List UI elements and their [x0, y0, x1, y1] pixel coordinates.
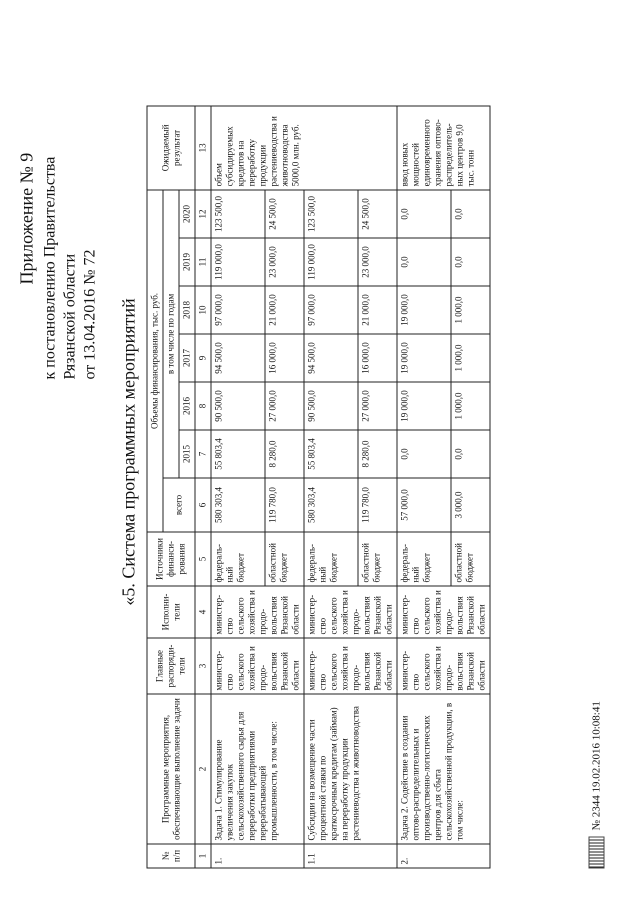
row-year-value: 0,0 [451, 238, 490, 286]
row-year-value: 16 000,0 [358, 334, 397, 382]
row-year-value: 55 803,4 [211, 430, 265, 478]
row-year-value: 24 500,0 [265, 190, 304, 238]
row-year-value: 21 000,0 [358, 286, 397, 334]
index-cell: 12 [195, 190, 211, 238]
row-executor: министер-ство сельского хозяйства и продо-вольствия Рязанской области [211, 586, 304, 638]
row-total: 57 000,0 [397, 478, 451, 532]
header-num: № п/п [147, 844, 195, 868]
row-source: федераль-ный бюджет [397, 532, 451, 586]
header-year: 2019 [179, 238, 195, 286]
header-managers: Главные распоряди-тели [147, 638, 195, 694]
index-cell: 4 [195, 586, 211, 638]
row-year-value: 94 500,0 [211, 334, 265, 382]
row-year-value: 23 000,0 [265, 238, 304, 286]
row-year-value: 123 500,0 [304, 190, 358, 238]
row-year-value: 0,0 [451, 190, 490, 238]
column-index-row [195, 106, 211, 868]
row-year-value: 119 000,0 [304, 238, 358, 286]
header-sources: Источники финанси-рования [147, 532, 195, 586]
row-year-value: 8 280,0 [265, 430, 304, 478]
row-manager: министер-ство сельского хозяйства и продо-вольствия Рязанской области [397, 638, 490, 694]
row-year-value: 0,0 [397, 238, 451, 286]
row-num: 1. [211, 844, 304, 868]
row-year-value: 90 500,0 [211, 382, 265, 430]
row-year-value: 1 000,0 [451, 382, 490, 430]
row-total: 119 780,0 [265, 478, 304, 532]
row-year-value: 8 280,0 [358, 430, 397, 478]
registration-stamp [589, 701, 605, 868]
program-table [147, 105, 491, 868]
table-row [211, 106, 265, 868]
row-total: 3 000,0 [451, 478, 490, 532]
index-cell: 3 [195, 638, 211, 694]
appendix-line1: к постановлению Правительства [41, 156, 59, 380]
row-year-value: 24 500,0 [358, 190, 397, 238]
row-year-value: 0,0 [397, 190, 451, 238]
header-result: Ожидаемый результат [147, 106, 195, 190]
row-year-value: 21 000,0 [265, 286, 304, 334]
row-year-value: 1 000,0 [451, 286, 490, 334]
row-result: ввод новых мощностей единовременного хранения оптово-распределитель-ных центров 9,0 тыс. тонн [397, 106, 490, 190]
row-result: объем субсидируемых кредитов на переработку продукции растениеводства и животноводства 5000,0 млн. руб. [211, 106, 397, 190]
row-year-value: 97 000,0 [304, 286, 358, 334]
row-measure: Задача 1. Стимулирование увеличения закупок сельскохозяйственного сырья для переработки предприятиями перерабатывающей промышленности, в том числе: [211, 694, 304, 844]
row-year-value: 55 803,4 [304, 430, 358, 478]
row-year-value: 90 500,0 [304, 382, 358, 430]
table-row [397, 106, 451, 868]
appendix-header [17, 40, 101, 380]
header-year: 2015 [179, 430, 195, 478]
index-cell: 8 [195, 382, 211, 430]
row-total: 119 780,0 [358, 478, 397, 532]
barcode-icon [589, 837, 605, 869]
row-source: областной бюджет [451, 532, 490, 586]
row-measure: Субсидии на возмещение части процентной ставки по краткосрочным кредитам (займам) на переработку продукции растениеводства и животноводства [304, 694, 397, 844]
appendix-number: Приложение № 9 [16, 152, 37, 285]
row-source: областной бюджет [265, 532, 304, 586]
row-year-value: 27 000,0 [265, 382, 304, 430]
section-title: «5. Система программных мероприятий [118, 298, 139, 606]
row-year-value: 94 500,0 [304, 334, 358, 382]
header-year: 2017 [179, 334, 195, 382]
index-cell: 13 [195, 106, 211, 190]
row-year-value: 16 000,0 [265, 334, 304, 382]
header-executors: Исполни-тели [147, 586, 195, 638]
registration-text: № 2344 19.02.2016 10:08:41 [590, 701, 603, 831]
index-cell: 10 [195, 286, 211, 334]
row-year-value: 19 000,0 [397, 286, 451, 334]
row-year-value: 0,0 [397, 430, 451, 478]
row-year-value: 23 000,0 [358, 238, 397, 286]
header-measures: Программные мероприятия, обеспечивающие выполнение задачи [147, 694, 195, 844]
index-cell: 1 [195, 844, 211, 868]
row-manager: министер-ство сельского хозяйства и продо-вольствия Рязанской области [211, 638, 304, 694]
index-cell: 6 [195, 478, 211, 532]
row-total: 580 303,4 [211, 478, 265, 532]
header-by-years: в том числе по годам [163, 190, 179, 478]
rotated-content [1, 0, 640, 905]
row-year-value: 19 000,0 [397, 382, 451, 430]
row-num: 2. [397, 844, 490, 868]
row-source: областной бюджет [358, 532, 397, 586]
row-year-value: 27 000,0 [358, 382, 397, 430]
appendix-line3: от 13.04.2016 № 72 [81, 249, 99, 380]
header-volumes: Объемы финансирования, тыс. руб. [147, 190, 163, 532]
row-manager: министер-ство сельского хозяйства и продо-вольствия Рязанской области [304, 638, 397, 694]
index-cell: 7 [195, 430, 211, 478]
header-year: 2018 [179, 286, 195, 334]
row-year-value: 0,0 [451, 430, 490, 478]
row-year-value: 1 000,0 [451, 334, 490, 382]
row-executor: министер-ство сельского хозяйства и продо-вольствия Рязанской области [397, 586, 490, 638]
row-year-value: 97 000,0 [211, 286, 265, 334]
row-total: 580 303,4 [304, 478, 358, 532]
index-cell: 11 [195, 238, 211, 286]
row-year-value: 19 000,0 [397, 334, 451, 382]
row-executor: министер-ство сельского хозяйства и продо-вольствия Рязанской области [304, 586, 397, 638]
index-cell: 5 [195, 532, 211, 586]
row-num: 1.1 [304, 844, 397, 868]
index-cell: 2 [195, 694, 211, 844]
index-cell: 9 [195, 334, 211, 382]
table-row [304, 106, 358, 868]
appendix-line2: Рязанской области [61, 253, 79, 380]
row-source: федераль-ный бюджет [304, 532, 358, 586]
header-year: 2016 [179, 382, 195, 430]
row-measure: Задача 2. Содействие в создании оптово-распределительных и производственно-логистических центров для сбыта сельскохозяйственной продукции, в том числе: [397, 694, 490, 844]
row-year-value: 123 500,0 [211, 190, 265, 238]
row-year-value: 119 000,0 [211, 238, 265, 286]
header-total: всего [163, 478, 195, 532]
header-year: 2020 [179, 190, 195, 238]
row-source: федераль-ный бюджет [211, 532, 265, 586]
